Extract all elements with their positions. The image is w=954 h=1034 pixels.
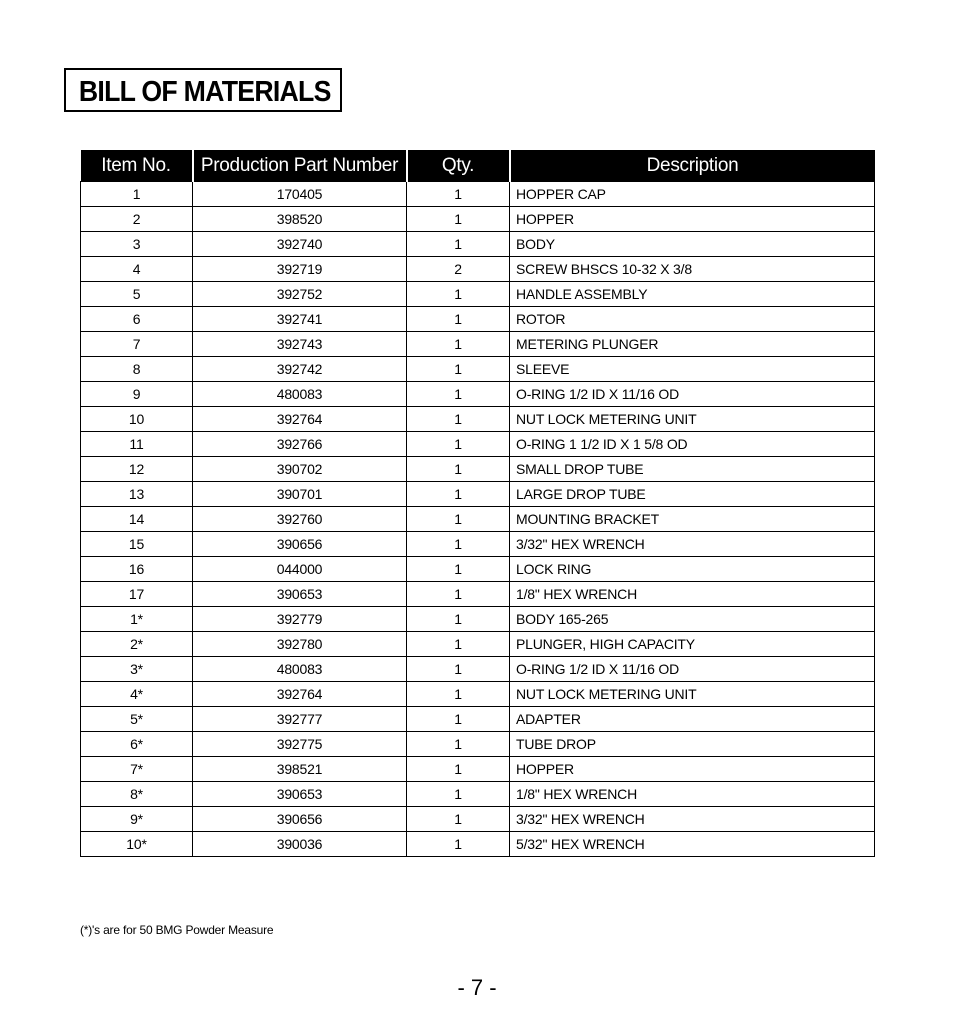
description-cell: LARGE DROP TUBE	[510, 482, 875, 507]
qty-cell: 1	[407, 807, 510, 832]
description-cell: 1/8" HEX WRENCH	[510, 782, 875, 807]
part-number-cell: 044000	[193, 557, 407, 582]
part-number-cell: 480083	[193, 382, 407, 407]
description-cell: HANDLE ASSEMBLY	[510, 282, 875, 307]
qty-cell: 1	[407, 457, 510, 482]
description-cell: 3/32" HEX WRENCH	[510, 532, 875, 557]
item-no-cell: 15	[81, 532, 193, 557]
description-cell: 1/8" HEX WRENCH	[510, 582, 875, 607]
table-row	[81, 257, 875, 282]
description-cell: SLEEVE	[510, 357, 875, 382]
bill-of-materials-table	[80, 150, 875, 857]
part-number-cell: 480083	[193, 657, 407, 682]
table-row	[81, 757, 875, 782]
footnote: (*)'s are for 50 BMG Powder Measure	[80, 923, 274, 937]
table-row	[81, 282, 875, 307]
item-no-cell: 14	[81, 507, 193, 532]
item-no-cell: 1*	[81, 607, 193, 632]
qty-cell: 1	[407, 832, 510, 857]
qty-cell: 1	[407, 682, 510, 707]
part-number-cell: 392766	[193, 432, 407, 457]
item-no-cell: 2	[81, 207, 193, 232]
description-cell: TUBE DROP	[510, 732, 875, 757]
item-no-cell: 10	[81, 407, 193, 432]
description-cell: LOCK RING	[510, 557, 875, 582]
description-cell: PLUNGER, HIGH CAPACITY	[510, 632, 875, 657]
part-number-cell: 170405	[193, 182, 407, 207]
item-no-cell: 6	[81, 307, 193, 332]
item-no-cell: 8	[81, 357, 193, 382]
description-cell: O-RING 1/2 ID X 11/16 OD	[510, 382, 875, 407]
description-cell: ADAPTER	[510, 707, 875, 732]
description-cell: SCREW BHSCS 10-32 X 3/8	[510, 257, 875, 282]
qty-cell: 1	[407, 657, 510, 682]
qty-cell: 1	[407, 782, 510, 807]
qty-cell: 1	[407, 532, 510, 557]
part-number-cell: 392760	[193, 507, 407, 532]
qty-cell: 1	[407, 632, 510, 657]
description-cell: METERING PLUNGER	[510, 332, 875, 357]
description-cell: BODY 165-265	[510, 607, 875, 632]
item-no-cell: 5	[81, 282, 193, 307]
qty-cell: 1	[407, 507, 510, 532]
part-number-cell: 390653	[193, 582, 407, 607]
part-number-cell: 390701	[193, 482, 407, 507]
item-no-cell: 3	[81, 232, 193, 257]
part-number-cell: 398521	[193, 757, 407, 782]
qty-cell: 1	[407, 307, 510, 332]
item-no-cell: 6*	[81, 732, 193, 757]
table-row	[81, 357, 875, 382]
part-number-cell: 390656	[193, 532, 407, 557]
header-part-number: Production Part Number	[193, 150, 407, 182]
table-row	[81, 557, 875, 582]
item-no-cell: 7	[81, 332, 193, 357]
qty-cell: 1	[407, 607, 510, 632]
table-body	[81, 182, 875, 857]
item-no-cell: 8*	[81, 782, 193, 807]
description-cell: 3/32" HEX WRENCH	[510, 807, 875, 832]
item-no-cell: 11	[81, 432, 193, 457]
item-no-cell: 9	[81, 382, 193, 407]
table-row	[81, 307, 875, 332]
table-row	[81, 332, 875, 357]
part-number-cell: 392764	[193, 682, 407, 707]
header-description: Description	[510, 150, 875, 182]
description-cell: ROTOR	[510, 307, 875, 332]
description-cell: NUT LOCK METERING UNIT	[510, 682, 875, 707]
item-no-cell: 12	[81, 457, 193, 482]
table-row	[81, 232, 875, 257]
qty-cell: 1	[407, 332, 510, 357]
part-number-cell: 392775	[193, 732, 407, 757]
description-cell: HOPPER CAP	[510, 182, 875, 207]
header-qty: Qty.	[407, 150, 510, 182]
qty-cell: 1	[407, 557, 510, 582]
description-cell: HOPPER	[510, 207, 875, 232]
part-number-cell: 398520	[193, 207, 407, 232]
description-cell: HOPPER	[510, 757, 875, 782]
qty-cell: 1	[407, 182, 510, 207]
description-cell: SMALL DROP TUBE	[510, 457, 875, 482]
qty-cell: 1	[407, 382, 510, 407]
part-number-cell: 390702	[193, 457, 407, 482]
part-number-cell: 390653	[193, 782, 407, 807]
part-number-cell: 392742	[193, 357, 407, 382]
table-row	[81, 507, 875, 532]
qty-cell: 1	[407, 482, 510, 507]
table-row	[81, 732, 875, 757]
description-cell: O-RING 1 1/2 ID X 1 5/8 OD	[510, 432, 875, 457]
item-no-cell: 17	[81, 582, 193, 607]
table-row	[81, 782, 875, 807]
table-row	[81, 582, 875, 607]
item-no-cell: 13	[81, 482, 193, 507]
part-number-cell: 390036	[193, 832, 407, 857]
qty-cell: 1	[407, 207, 510, 232]
qty-cell: 1	[407, 357, 510, 382]
item-no-cell: 7*	[81, 757, 193, 782]
description-cell: MOUNTING BRACKET	[510, 507, 875, 532]
qty-cell: 1	[407, 282, 510, 307]
part-number-cell: 392740	[193, 232, 407, 257]
table-row	[81, 532, 875, 557]
part-number-cell: 392780	[193, 632, 407, 657]
part-number-cell: 392779	[193, 607, 407, 632]
qty-cell: 1	[407, 407, 510, 432]
description-cell: NUT LOCK METERING UNIT	[510, 407, 875, 432]
table-row	[81, 657, 875, 682]
table-row	[81, 607, 875, 632]
qty-cell: 1	[407, 432, 510, 457]
table-row	[81, 407, 875, 432]
qty-cell: 2	[407, 257, 510, 282]
table-row	[81, 682, 875, 707]
item-no-cell: 5*	[81, 707, 193, 732]
part-number-cell: 392741	[193, 307, 407, 332]
table-row	[81, 382, 875, 407]
table-row	[81, 832, 875, 857]
item-no-cell: 16	[81, 557, 193, 582]
item-no-cell: 4	[81, 257, 193, 282]
part-number-cell: 392752	[193, 282, 407, 307]
table-row	[81, 432, 875, 457]
description-cell: BODY	[510, 232, 875, 257]
part-number-cell: 392743	[193, 332, 407, 357]
item-no-cell: 1	[81, 182, 193, 207]
table-row	[81, 482, 875, 507]
header-item-no: Item No.	[81, 150, 193, 182]
item-no-cell: 3*	[81, 657, 193, 682]
item-no-cell: 2*	[81, 632, 193, 657]
part-number-cell: 392764	[193, 407, 407, 432]
part-number-cell: 392719	[193, 257, 407, 282]
part-number-cell: 390656	[193, 807, 407, 832]
table-row	[81, 632, 875, 657]
qty-cell: 1	[407, 707, 510, 732]
qty-cell: 1	[407, 232, 510, 257]
page-title: BILL OF MATERIALS	[78, 76, 331, 108]
table-row	[81, 182, 875, 207]
table-row	[81, 807, 875, 832]
qty-cell: 1	[407, 732, 510, 757]
qty-cell: 1	[407, 582, 510, 607]
qty-cell: 1	[407, 757, 510, 782]
part-number-cell: 392777	[193, 707, 407, 732]
item-no-cell: 10*	[81, 832, 193, 857]
description-cell: O-RING 1/2 ID X 11/16 OD	[510, 657, 875, 682]
item-no-cell: 4*	[81, 682, 193, 707]
table-row	[81, 457, 875, 482]
page-number: - 7 -	[457, 975, 497, 1000]
table-header-row	[81, 150, 875, 182]
table-row	[81, 207, 875, 232]
table-row	[81, 707, 875, 732]
description-cell: 5/32" HEX WRENCH	[510, 832, 875, 857]
item-no-cell: 9*	[81, 807, 193, 832]
title-box	[64, 68, 342, 112]
